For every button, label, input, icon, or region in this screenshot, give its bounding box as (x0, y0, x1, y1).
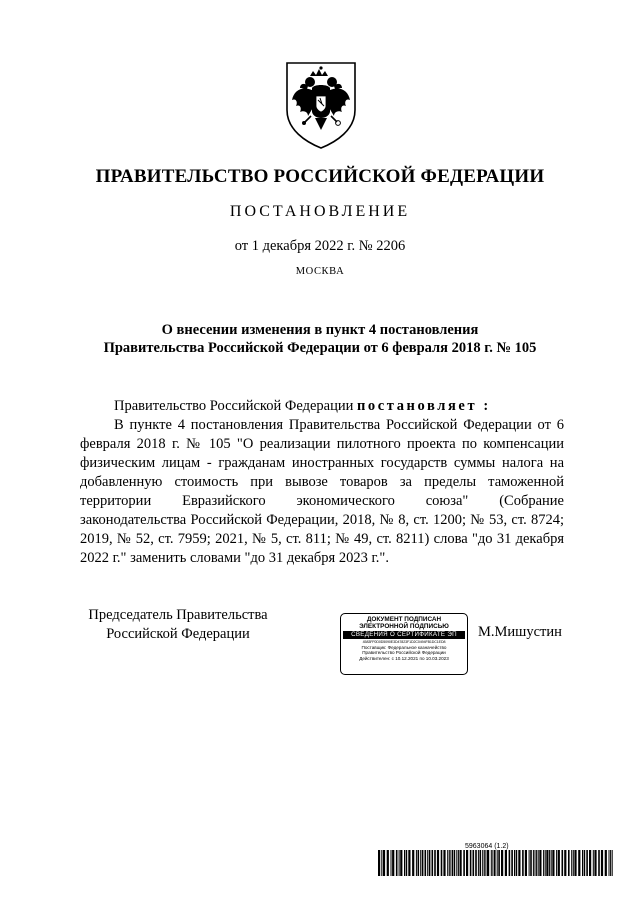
subject-line-1: О внесении изменения в пункт 4 постановления (161, 322, 479, 338)
document-type: ПОСТАНОВЛЕНИЕ (229, 203, 411, 220)
document-date-number: от 1 декабря 2022 г. № 2206 (234, 238, 406, 254)
stamp-line-1: ДОКУМЕНТ ПОДПИСАН (366, 616, 442, 623)
document-code: 5963064 (1.2) (465, 843, 509, 850)
stamp-line-2: ЭЛЕКТРОННОЙ ПОДПИСЬЮ (359, 623, 449, 630)
signer-position (78, 606, 278, 644)
coat-of-arms-icon (284, 60, 358, 150)
stamp-validity: Действителен: с 10.12.2021 по 10.03.2023 (359, 655, 449, 661)
signer-position-line-1: Председатель Правительства (88, 607, 268, 623)
stamp-certificate-bar: СВЕДЕНИЯ О СЕРТИФИКАТЕ ЭП (343, 631, 465, 639)
main-paragraph: В пункте 4 постановления Правительства Российской Федерации от 6 февраля 2018 г. № 105 "О реализации пилотного проекта по компенсации физическим лицам - гражданам иностранных государств суммы налога на добавленную стоимость при вывозе товаров за пределы таможенной территории Евразийского экономического союза" (Собрание законодательства Российской Федерации, 2018, № 8, ст. 1200; № 53, ст. 8724; 2019, № 52, ст. 7959; 2021, № 5, ст. 811; № 49, ст. 8211) слова "до 31 декабря 2022 г." заменить словами "до 31 декабря 2023 г.". (80, 417, 564, 566)
barcode-icon (378, 850, 614, 876)
stamp-owner: Правительство Российской Федерации (362, 650, 446, 656)
signer-name: М.Мишустин (478, 624, 562, 640)
document-body (80, 397, 564, 568)
electronic-signature-stamp (340, 613, 468, 675)
preamble (80, 397, 564, 416)
document-subject (60, 321, 580, 357)
signer-position-line-2: Российской Федерации (106, 626, 250, 642)
document-city: МОСКВА (295, 266, 345, 277)
stamp-serial: 4583FF0D0D5090E3D47823F1D2C0494FB1DC1ED8 (362, 640, 446, 644)
preamble-lead: Правительство Российской Федерации (114, 398, 357, 414)
subject-line-2: Правительства Российской Федерации от 6 февраля 2018 г. № 105 (103, 340, 537, 356)
stamp-issuer: Поставщик: Федеральное казначейство (361, 645, 447, 650)
preamble-resolves: постановляет : (356, 398, 491, 414)
government-title: ПРАВИТЕЛЬСТВО РОССИЙСКОЙ ФЕДЕРАЦИИ (95, 166, 545, 187)
